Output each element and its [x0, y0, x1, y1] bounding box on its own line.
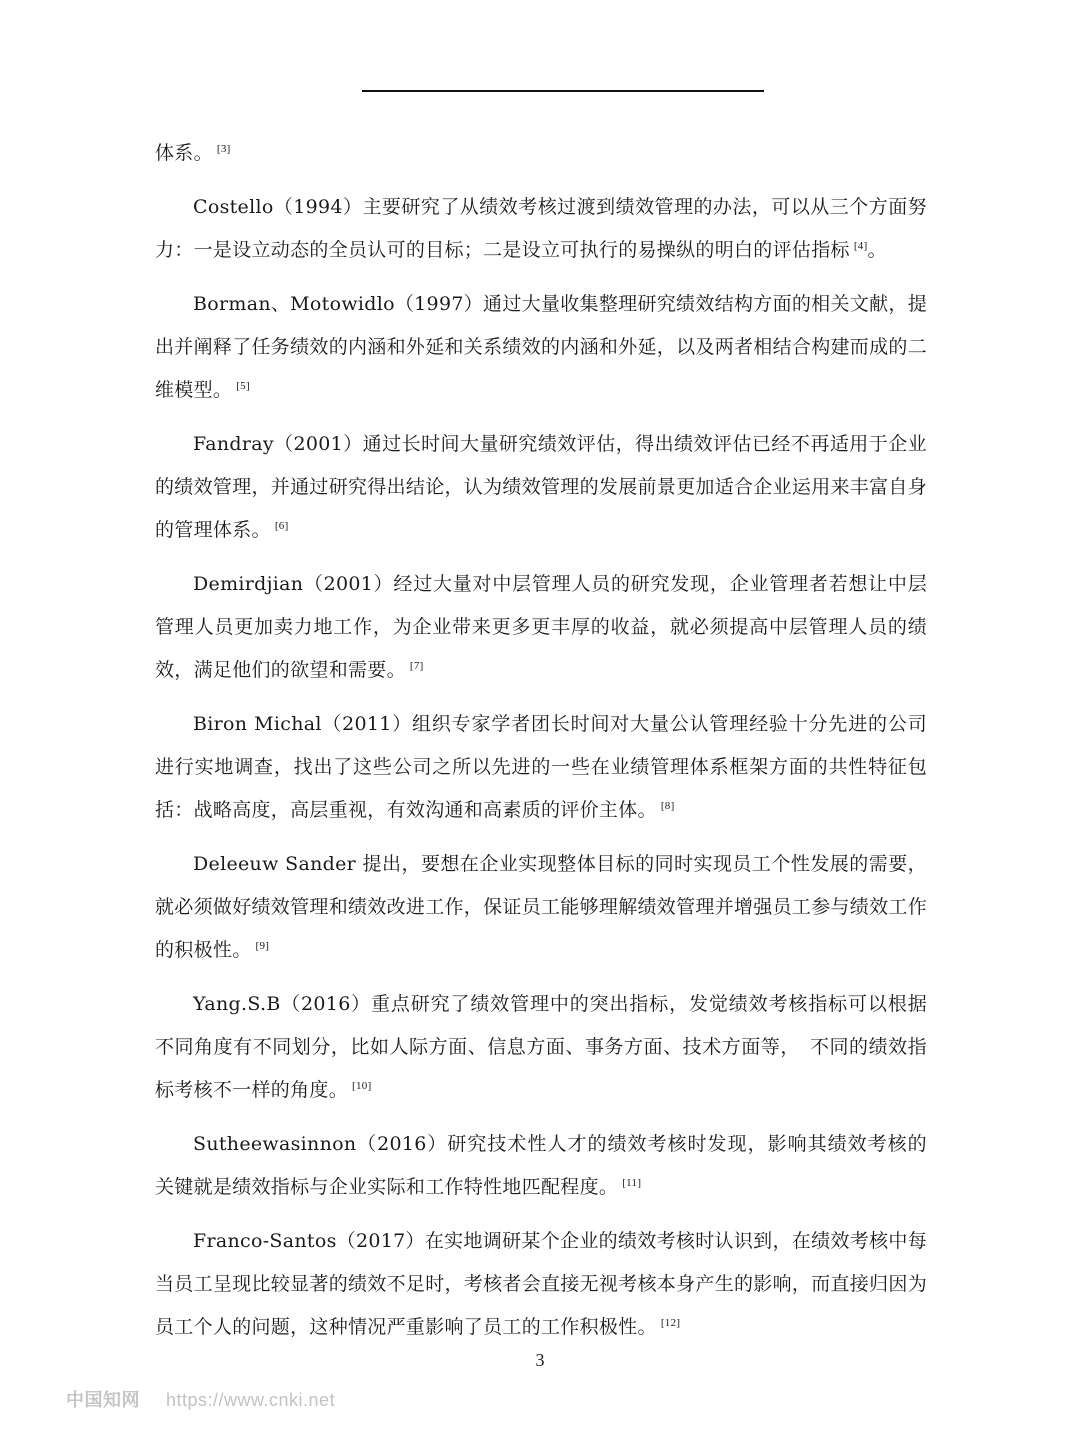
citation-ref: [9]	[255, 939, 270, 952]
watermark-url[interactable]: https://www.cnki.net	[166, 1390, 336, 1410]
page-number: 3	[535, 1350, 545, 1370]
paragraph-continuation	[155, 132, 927, 175]
watermark-brand: 中国知网	[66, 1390, 140, 1410]
paragraph-tail: 。	[867, 239, 887, 261]
citation-ref: [8]	[660, 799, 675, 812]
citation-ref: [5]	[236, 379, 250, 392]
citation-ref: [7]	[409, 659, 424, 672]
paragraph-text: Biron Michal（2011）组织专家学者团长时间对大量公认管理经验十分先进的公司进行实地调查，找出了这些公司之所以先进的一些在业绩管理体系框架方面的共性特征包括：战略高度，高层重视，有效沟通和高素质的评价主体。	[155, 713, 927, 821]
citation-ref: [4]	[853, 239, 868, 252]
paragraph-franco-santos	[155, 1220, 927, 1349]
paragraph-borman	[155, 283, 927, 412]
paragraph-text: Sutheewasinnon（2016）研究技术性人才的绩效考核时发现，影响其绩效考核的关键就是绩效指标与企业实际和工作特性地匹配程度。	[155, 1133, 927, 1198]
citation-ref: [6]	[274, 519, 289, 532]
paragraph-text: Borman、Motowidlo（1997）通过大量收集整理研究绩效结构方面的相关文献，提出并阐释了任务绩效的内涵和外延和关系绩效的内涵和外延，以及两者相结合构建而成的二维模型。	[155, 293, 928, 401]
paragraph-text: Demirdjian（2001）经过大量对中层管理人员的研究发现，企业管理者若想让中层管理人员更加卖力地工作，为企业带来更多更丰厚的收益，就必须提高中层管理人员的绩效，满足他们的欲望和需要。	[155, 573, 927, 681]
citation-ref: [12]	[660, 1316, 681, 1329]
watermark	[66, 1386, 335, 1412]
paragraph-text: 体系。	[155, 142, 213, 164]
paragraph-sutheewasinnon	[155, 1123, 927, 1209]
paragraph-text: Deleeuw Sander 提出，要想在企业实现整体目标的同时实现员工个性发展的需要，就必须做好绩效管理和绩效改进工作，保证员工能够理解绩效管理并增强员工参与绩效工作的积极性。	[155, 853, 928, 961]
paragraph-text: Fandray（2001）通过长时间大量研究绩效评估，得出绩效评估已经不再适用于企业的绩效管理，并通过研究得出结论，认为绩效管理的发展前景更加适合企业运用来丰富自身的管理体系。	[155, 433, 928, 541]
paragraph-costello	[155, 186, 927, 272]
citation-ref: [11]	[622, 1176, 642, 1189]
paragraph-fandray	[155, 423, 927, 552]
citation-ref: [3]	[216, 142, 231, 155]
paragraph-biron	[155, 703, 927, 832]
header-rule	[362, 90, 764, 92]
paragraph-text: Costello（1994）主要研究了从绩效考核过渡到绩效管理的办法，可以从三个方面努力：一是设立动态的全员认可的目标；二是设立可执行的易操纵的明白的评估指标	[155, 196, 927, 261]
paragraph-demirdjian	[155, 563, 927, 692]
body-text	[155, 132, 927, 1360]
paragraph-deleeuw	[155, 843, 927, 972]
paragraph-yang	[155, 983, 927, 1112]
citation-ref: [10]	[352, 1079, 372, 1092]
paragraph-text: Franco-Santos（2017）在实地调研某个企业的绩效考核时认识到，在绩效考核中每当员工呈现比较显著的绩效不足时，考核者会直接无视考核本身产生的影响，而直接归因为员工个人的问题，这种情况严重影响了员工的工作积极性。	[155, 1230, 928, 1338]
paragraph-text: Yang.S.B（2016）重点研究了绩效管理中的突出指标，发觉绩效考核指标可以根据不同角度有不同划分，比如人际方面、信息方面、事务方面、技术方面等， 不同的绩效指标考核不一样的角度。	[155, 993, 927, 1101]
